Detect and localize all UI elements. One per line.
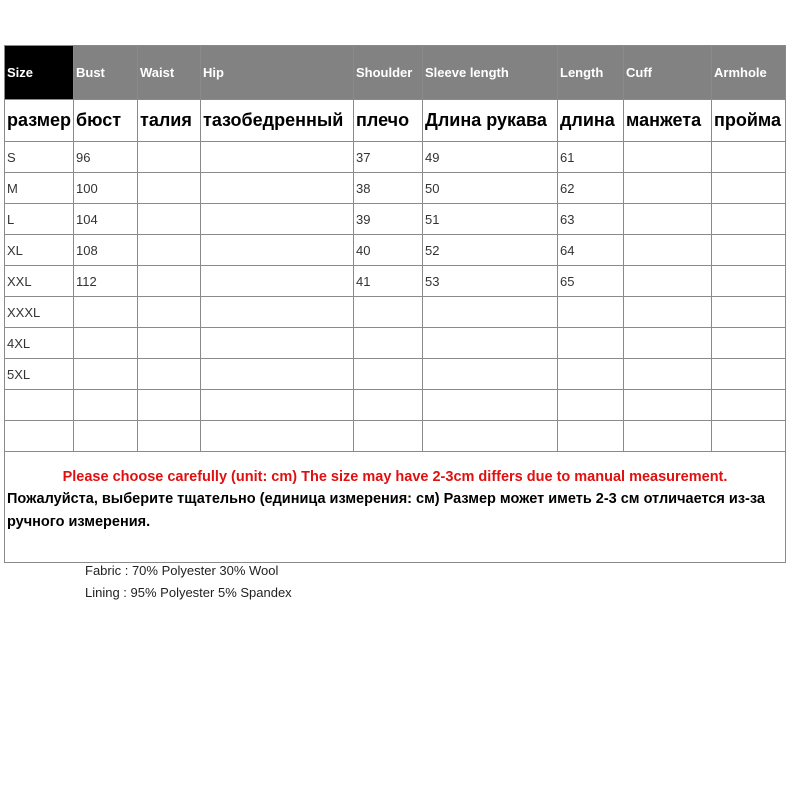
- cell-shoulder: [354, 328, 423, 359]
- cell-bust: [74, 390, 138, 421]
- cell-hip: [201, 297, 354, 328]
- cell-shoulder: 38: [354, 173, 423, 204]
- cell-armhole: [712, 421, 786, 452]
- header-row: [5, 46, 786, 100]
- cell-armhole: [712, 266, 786, 297]
- cell-sleeve-length: [423, 359, 558, 390]
- table-row: [5, 359, 786, 390]
- cell-bust: 96: [74, 142, 138, 173]
- cell-armhole: [712, 142, 786, 173]
- cell-size: XL: [5, 235, 74, 266]
- table-row: [5, 421, 786, 452]
- cell-length: 62: [558, 173, 624, 204]
- cell-cuff: [624, 235, 712, 266]
- table-row: [5, 390, 786, 421]
- cell-hip: [201, 328, 354, 359]
- cell-hip: [201, 142, 354, 173]
- cell-sleeve-length: 53: [423, 266, 558, 297]
- cell-bust: [74, 297, 138, 328]
- cell-armhole: [712, 173, 786, 204]
- header-size: Size: [5, 46, 74, 100]
- russian-header-row: [5, 100, 786, 142]
- cell-length: [558, 421, 624, 452]
- cell-shoulder: 39: [354, 204, 423, 235]
- header-cuff: Cuff: [624, 46, 712, 100]
- cell-waist: [138, 359, 201, 390]
- cell-waist: [138, 173, 201, 204]
- cell-length: 63: [558, 204, 624, 235]
- cell-armhole: [712, 328, 786, 359]
- header-length: Length: [558, 46, 624, 100]
- fabric-composition: Fabric : 70% Polyester 30% Wool: [85, 563, 279, 578]
- cell-shoulder: 40: [354, 235, 423, 266]
- cell-sleeve-length: 52: [423, 235, 558, 266]
- cell-bust: [74, 328, 138, 359]
- cell-waist: [138, 328, 201, 359]
- measurement-note-russian: Пожалуйста, выберите тщательно (единица измерения: см) Размер может иметь 2-3 см отличается из-за ручного измерения.: [7, 491, 765, 530]
- cell-sleeve-length: [423, 297, 558, 328]
- cell-waist: [138, 421, 201, 452]
- cell-length: [558, 359, 624, 390]
- cell-length: [558, 390, 624, 421]
- cell-cuff: [624, 142, 712, 173]
- header-shoulder: Shoulder: [354, 46, 423, 100]
- cell-sleeve-length: [423, 421, 558, 452]
- table-row: [5, 235, 786, 266]
- cell-waist: [138, 235, 201, 266]
- measurement-note-english: Please choose carefully (unit: cm) The size may have 2-3cm differs due to manual measurement.: [62, 469, 728, 485]
- cell-bust: [74, 359, 138, 390]
- cell-waist: [138, 390, 201, 421]
- ru-header-size: размер: [5, 100, 74, 142]
- table-row: [5, 204, 786, 235]
- cell-length: 64: [558, 235, 624, 266]
- cell-cuff: [624, 390, 712, 421]
- ru-header-armhole: пройма: [712, 100, 786, 142]
- cell-shoulder: [354, 297, 423, 328]
- ru-header-hip: тазобедренный: [201, 100, 354, 142]
- cell-hip: [201, 266, 354, 297]
- cell-armhole: [712, 297, 786, 328]
- cell-hip: [201, 173, 354, 204]
- cell-sleeve-length: 49: [423, 142, 558, 173]
- ru-header-sleeve-length: Длина рукава: [423, 100, 558, 142]
- header-sleeve-length: Sleeve length: [423, 46, 558, 100]
- cell-cuff: [624, 297, 712, 328]
- ru-header-waist: талия: [138, 100, 201, 142]
- cell-cuff: [624, 204, 712, 235]
- cell-sleeve-length: 50: [423, 173, 558, 204]
- cell-armhole: [712, 204, 786, 235]
- cell-shoulder: 37: [354, 142, 423, 173]
- lining-composition: Lining : 95% Polyester 5% Spandex: [85, 585, 292, 600]
- cell-size: 5XL: [5, 359, 74, 390]
- size-chart: [4, 45, 785, 563]
- cell-bust: 108: [74, 235, 138, 266]
- size-table: [4, 45, 786, 563]
- cell-size: L: [5, 204, 74, 235]
- cell-size: S: [5, 142, 74, 173]
- header-bust: Bust: [74, 46, 138, 100]
- cell-cuff: [624, 266, 712, 297]
- cell-size: M: [5, 173, 74, 204]
- table-row: [5, 173, 786, 204]
- cell-shoulder: [354, 421, 423, 452]
- table-row: [5, 297, 786, 328]
- cell-bust: [74, 421, 138, 452]
- ru-header-shoulder: плечо: [354, 100, 423, 142]
- cell-shoulder: 41: [354, 266, 423, 297]
- cell-length: [558, 328, 624, 359]
- cell-size: XXXL: [5, 297, 74, 328]
- cell-armhole: [712, 359, 786, 390]
- ru-header-length: длина: [558, 100, 624, 142]
- cell-waist: [138, 297, 201, 328]
- table-row: [5, 328, 786, 359]
- cell-bust: 104: [74, 204, 138, 235]
- table-row: [5, 142, 786, 173]
- cell-hip: [201, 390, 354, 421]
- header-hip: Hip: [201, 46, 354, 100]
- cell-armhole: [712, 390, 786, 421]
- cell-size: [5, 390, 74, 421]
- material-info: [85, 560, 292, 604]
- cell-hip: [201, 204, 354, 235]
- cell-size: [5, 421, 74, 452]
- cell-length: [558, 297, 624, 328]
- cell-sleeve-length: [423, 390, 558, 421]
- note-cell: [5, 452, 786, 563]
- table-row: [5, 266, 786, 297]
- header-armhole: Armhole: [712, 46, 786, 100]
- cell-cuff: [624, 328, 712, 359]
- cell-armhole: [712, 235, 786, 266]
- ru-header-cuff: манжета: [624, 100, 712, 142]
- cell-cuff: [624, 421, 712, 452]
- cell-size: 4XL: [5, 328, 74, 359]
- cell-size: XXL: [5, 266, 74, 297]
- ru-header-bust: бюст: [74, 100, 138, 142]
- cell-sleeve-length: [423, 328, 558, 359]
- cell-cuff: [624, 359, 712, 390]
- cell-shoulder: [354, 359, 423, 390]
- cell-waist: [138, 142, 201, 173]
- note-row: [5, 452, 786, 563]
- cell-hip: [201, 421, 354, 452]
- cell-length: 65: [558, 266, 624, 297]
- cell-waist: [138, 204, 201, 235]
- cell-length: 61: [558, 142, 624, 173]
- cell-waist: [138, 266, 201, 297]
- cell-hip: [201, 359, 354, 390]
- header-waist: Waist: [138, 46, 201, 100]
- cell-sleeve-length: 51: [423, 204, 558, 235]
- cell-shoulder: [354, 390, 423, 421]
- cell-bust: 100: [74, 173, 138, 204]
- cell-hip: [201, 235, 354, 266]
- cell-bust: 112: [74, 266, 138, 297]
- cell-cuff: [624, 173, 712, 204]
